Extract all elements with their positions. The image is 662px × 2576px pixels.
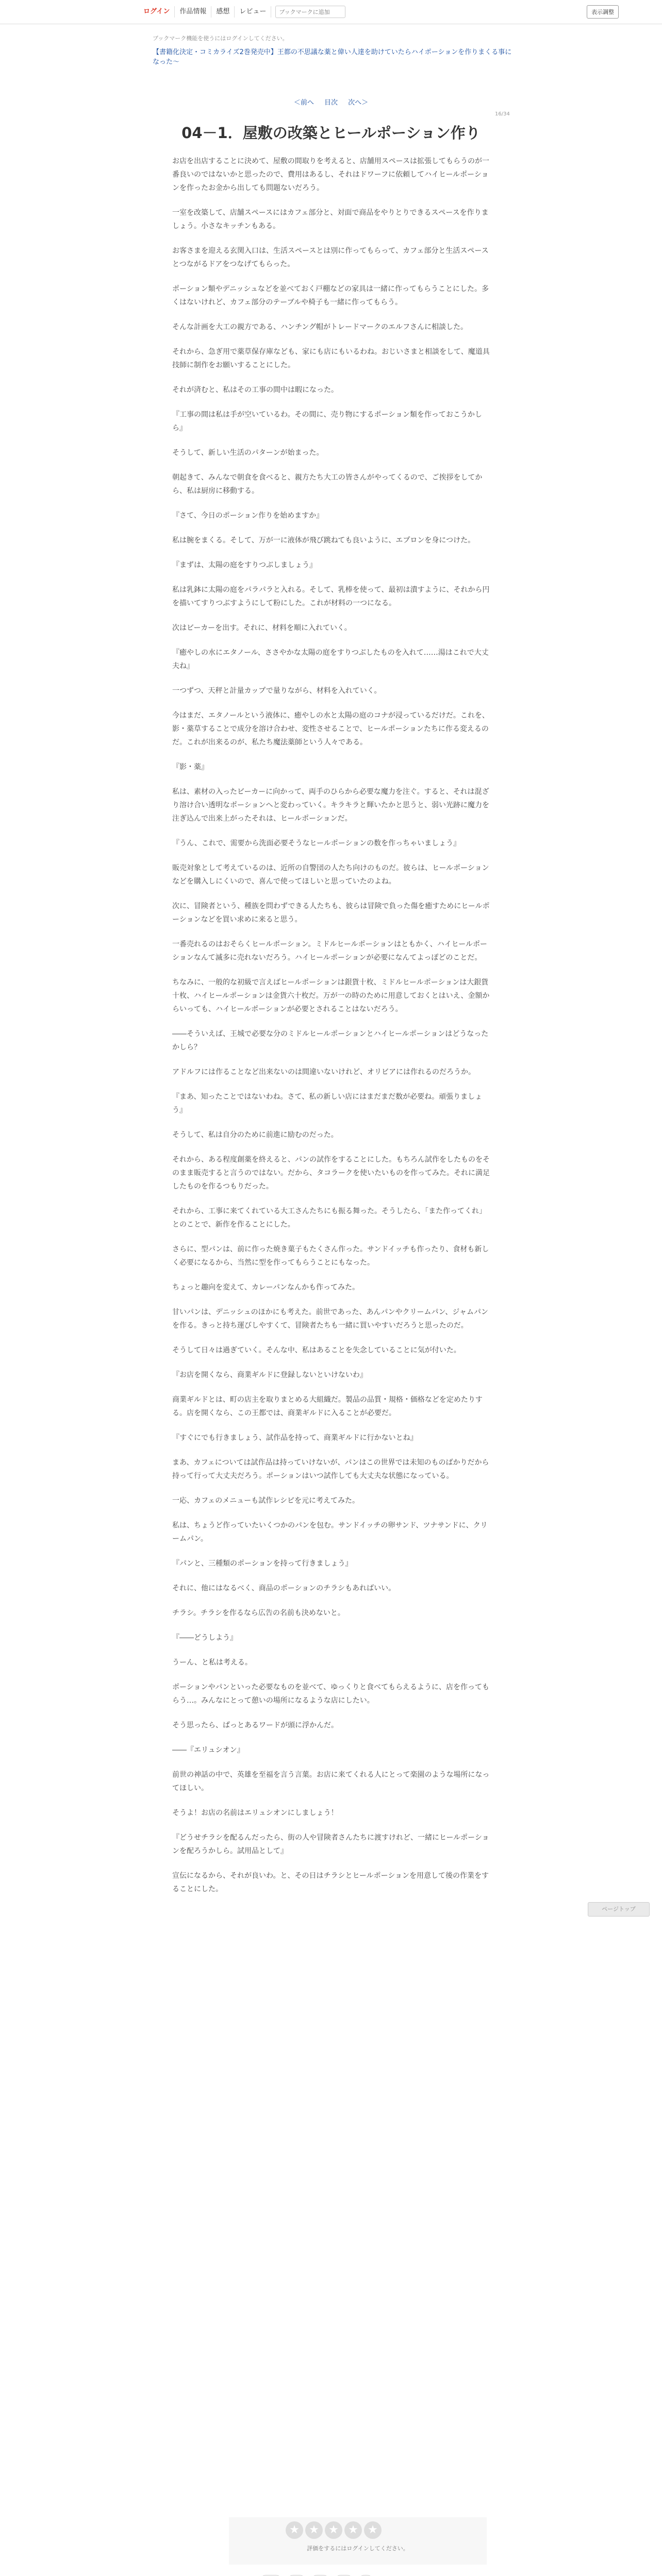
body-paragraph: 『癒やしの水にエタノール、ささやかな太陽の庭をすりつぶしたものを入れて……湯はこれで大丈夫ね』 [172, 649, 489, 670]
body-paragraph: 私は乳鉢に太陽の庭をパラパラと入れる。そして、乳棒を使って、最初は潰すように、それから円を描いてすりつぶすようにして粉にした。これが材料の一つになる。 [172, 586, 490, 607]
nav-impressions[interactable]: 感想 [211, 6, 235, 18]
body-paragraph: そうして、私は自分のために前進に励むのだった。 [172, 1131, 338, 1139]
body-paragraph: 『お店を開くなら、商業ギルドに登録しないといけないわ』 [172, 1371, 367, 1379]
body-paragraph: そうよ！お店の名前はエリュシオンにしましょう！ [172, 1809, 338, 1817]
body-paragraph: 商業ギルドとは、町の店主を取りまとめる大組織だ。製品の品質・規格・価格などを定めたりする。店を開くなら、この王都では、商業ギルドに入ることが必要だ。 [172, 1396, 483, 1417]
body-paragraph: そんな計画を大工の親方である、ハンチング帽がトレードマークのエルフさんに相談した。 [172, 323, 468, 331]
body-paragraph: 『影・薬』 [172, 763, 208, 771]
body-paragraph: まあ、カフェについては試作品は持っていけないが、パンはこの世界では未知のものばかりだから持って行って大丈夫だろう。ポーションはいつ試作しても大丈夫な状態になっている。 [172, 1459, 489, 1480]
body-paragraph: 『すぐにでも行きましょう、試作品を持って、商業ギルドに行かないとね』 [172, 1434, 418, 1442]
rating-login-note: 評価をするにはログインしてください。 [307, 2545, 409, 2552]
work-title-link[interactable]: 【書籍化決定・コミカライズ2巻発売中】王都の不思議な薬と偉い人達を助けていたらハイポーションを作りまくる事になった～ [153, 48, 512, 66]
body-paragraph: それに、他にはなるべく、商品のポーションのチラシもあればいい。 [172, 1584, 396, 1592]
body-paragraph: 一つずつ、天秤と計量カップで量りながら、材料を入れていく。 [172, 687, 382, 695]
novel-body [172, 155, 492, 1907]
body-paragraph: 『うん、これで、需要から洗面必要そうなヒールポーションの数を作っちゃいましょう』 [172, 839, 461, 848]
episode-title: 04－1．屋敷の改築とヒールポーション作り [181, 124, 481, 142]
star-icon[interactable]: ★ [286, 2521, 303, 2539]
body-paragraph: それから、工事に来てくれている大工さんたちにも振る舞った。そうしたら、「また作ってくれ」とのことで、新作を作ることにした。 [172, 1207, 486, 1229]
body-paragraph: アドルフには作ることなど出来ないのは間違いないけれど、オリビアには作れるのだろうか。 [172, 1068, 475, 1076]
star-icon[interactable]: ★ [344, 2521, 362, 2539]
next-link[interactable]: 次へ＞ [348, 99, 369, 107]
body-paragraph: ポーション類やデニッシュなどを並べておく戸棚などの家具は一緒に作ってもらうことにした。多くはないけれど、カフェ部分のテーブルや椅子も一緒に作ってもらう。 [172, 285, 489, 307]
body-paragraph: そうして、新しい生活のパターンが始まった。 [172, 449, 324, 457]
body-paragraph: 『まあ、知ったことではないわね。さて、私の新しい店にはまだまだ数が必要ね。頑張りましょう』 [172, 1093, 483, 1114]
nav-work-info[interactable]: 作品情報 [175, 6, 211, 18]
login-link[interactable]: ログイン [141, 6, 175, 18]
star-icon[interactable]: ★ [325, 2521, 342, 2539]
body-paragraph: ちなみに、一般的な初級で言えばヒールポーションは銀貨十枚、ミドルヒールポーションは大銀貨十枚、ハイヒールポーションは金貨六十枚だ。万が一の時のために用意しておくとはいえ、金額からいっても、ハイヒールポーションが必要とされることはないだろう。 [172, 978, 490, 1013]
star-icon[interactable]: ★ [305, 2521, 323, 2539]
page-count: 16/34 [495, 111, 510, 117]
body-paragraph: 朝起きて、みんなで朝食を食べると、親方たち大工の皆さんがやってくるので、ご挨拶をしてから、私は厨房に移動する。 [172, 473, 483, 495]
body-paragraph: 『――どうしよう』 [172, 1634, 237, 1642]
body-paragraph: 私は、ちょうど作っていたいくつかのパンを包む。サンドイッチの卵サンド、ツナサンドに、クリームパン。 [172, 1521, 488, 1543]
rating-stars [286, 2521, 382, 2539]
page-top-button[interactable]: ページトップ [588, 1902, 650, 1917]
body-paragraph: お客さまを迎える玄関入口は、生活スペースとは別に作ってもらって、カフェ部分と生活スペースとつながるドアをつなげてもらった。 [172, 247, 489, 268]
body-paragraph: 次に、冒険者という、種族を問わずできる人たちも、彼らは冒険で負った傷を癒すためにヒールポーションなどを買い求めに来ると思う。 [172, 902, 490, 924]
body-paragraph: 私は腕をまくる。そして、万が一に液体が飛び跳ねても良いように、エプロンを身につけた。 [172, 536, 475, 545]
body-paragraph: ちょっと趣向を変えて、カレーパンなんかも作ってみた。 [172, 1283, 360, 1292]
body-paragraph: うーん、と私は考える。 [172, 1658, 252, 1667]
bookmark-input[interactable] [275, 6, 345, 18]
toc-link[interactable]: 目次 [324, 99, 338, 107]
body-paragraph: 甘いパンは、デニッシュのほかにも考えた。前世であった、あんパンやクリームパン、ジャムパンを作る。きっと持ち運びしやすくて、冒険者たちも一緒に買いやすいだろうと思ったのだ。 [172, 1308, 489, 1330]
prev-link[interactable]: ＜前へ [293, 99, 314, 107]
body-paragraph: 一室を改築して、店舗スペースにはカフェ部分と、対面で商品をやりとりできるスペースを作りましょう。小さなキッチンもある。 [172, 209, 489, 230]
body-paragraph: 前世の神話の中で、英雄を至福を言う言葉。お店に来てくれる人にとって楽園のような場所になってほしい。 [172, 1771, 490, 1792]
body-paragraph: 『まずは、太陽の庭をすりつぶしましょう』 [172, 561, 317, 569]
body-paragraph: お店を出店することに決めて、屋敷の間取りを考えると、店舗用スペースは拡張してもらうのが一番良いのではないかと思ったので、費用はあるし、それはドワーフに依頼してハイヒールポーションを作ったお金から出しても問題ないだろう。 [172, 157, 490, 192]
pager-top [0, 97, 662, 107]
body-paragraph: 『さて、今日のポーション作りを始めますか』 [172, 512, 324, 520]
body-paragraph: それから、急ぎ用で薬草保存庫なども、家にも店にもいるわね。おじいさまと相談をして、魔道具技師に制作をお願いすることにした。 [172, 348, 490, 369]
body-paragraph: そう思ったら、ぱっとあるワードが頭に浮かんだ。 [172, 1721, 338, 1730]
body-paragraph: 販売対象として考えているのは、近所の自警団の人たち向けのものだ。彼らは、ヒールポーションなどを購入しにくいので、喜んで使ってほしいと思っていたのよね。 [172, 864, 489, 886]
body-paragraph: 一番売れるのはおそらくヒールポーション。ミドルヒールポーションはともかく、ハイヒールポーションなんて滅多に売れないだろう。ハイヒールポーションが必要になんてよっぽどのことだ。 [172, 940, 487, 962]
top-bar [0, 0, 662, 24]
bookmark-login-note: ブックマーク機能を使うにはログインしてください。 [153, 35, 288, 42]
body-paragraph: それから、ある程度創薬を終えると、パンの試作をすることにした。もちろん試作をしたものをそのまま販売すると言うのではない。だから、タコラークを使いたいものを作ってみた。それに満足したものを作るつもりだった。 [172, 1156, 490, 1191]
body-paragraph: チラシ。チラシを作るなら広告の名前も決めないと。 [172, 1609, 345, 1617]
body-paragraph: 今はまだ、エタノールという液体に、癒やしの水と太陽の庭のコナが浸っているだけだ。これを、影・薬草することで成分を溶け合わせ、変性させることで、ヒールポーションたちに作る変えるのだ。これが出来るのが、私たち魔法薬師という人々である。 [172, 711, 489, 747]
body-paragraph: 一応、カフェのメニューも試作レシピを元に考えてみた。 [172, 1497, 359, 1505]
body-paragraph: 宣伝になるから、それが良いわ。と、その日はチラシとヒールポーションを用意して後の作業をすることにした。 [172, 1872, 489, 1893]
body-paragraph: 次はビーカーを出す。それに、材料を順に入れていく。 [172, 624, 352, 632]
top-nav [141, 4, 345, 20]
body-paragraph: ポーションやパンといった必要なものを並べて、ゆっくりと食べてもらえるように、店を作ってもらう…。みんなにとって憩いの場所になるような店にしたい。 [172, 1683, 490, 1705]
star-icon[interactable]: ★ [364, 2521, 382, 2539]
body-paragraph: 私は、素材の入ったビーカーに向かって、両手のひらから必要な魔力を注ぐ。すると、それは混ざり溶け合い透明なポーションへと変わっていく。キラキラと輝いたかと思うと、弱い光跡に魔力を注ぎ込んで出来上がったそれは、ヒールポーションだ。 [172, 788, 490, 823]
nav-reviews[interactable]: レビュー [235, 6, 271, 18]
body-paragraph: さらに、型パンは、前に作った焼き菓子もたくさん作った。サンドイッチも作ったり、食材も新しく必要になるから、当然に型を作ってもらうことにもなった。 [172, 1245, 489, 1267]
body-paragraph: 『どうせチラシを配るんだったら、街の人や冒険者さんたちに渡すけれど、一緒にヒールポーションを配ろうかしら。試用品として』 [172, 1834, 489, 1855]
body-paragraph: そうして日々は過ぎていく。そんな中、私はあることを失念していることに気が付いた。 [172, 1346, 461, 1354]
body-paragraph: 『工事の間は私は手が空いているわ。その間に、売り物にするポーション類を作っておこうかしら』 [172, 411, 482, 432]
rating-box [229, 2517, 487, 2565]
display-settings-button[interactable]: 表示調整 [587, 5, 619, 19]
body-paragraph: ――『エリュシオン』 [172, 1746, 244, 1754]
body-paragraph: ――そういえば、王城で必要な分のミドルヒールポーションとハイヒールポーションはどうなったかしら？ [172, 1030, 489, 1052]
body-paragraph: 『パンと、三種類のポーションを持って行きましょう』 [172, 1560, 353, 1568]
body-paragraph: それが済むと、私はその工事の間中は暇になった。 [172, 386, 338, 394]
